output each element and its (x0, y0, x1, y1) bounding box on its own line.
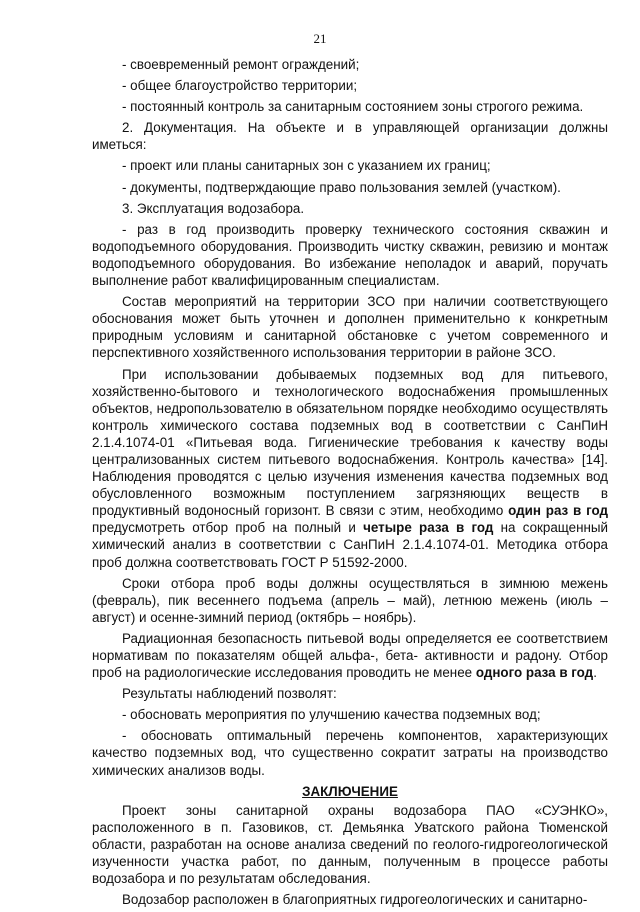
paragraph: - обосновать оптимальный перечень компонентов, характеризующих качество подземных вод, что существенно сократит затраты на производство химических анализов воды. (92, 728, 608, 778)
paragraph (92, 366, 608, 571)
paragraph: - проект или планы санитарных зон с указанием их границ; (122, 158, 491, 174)
page-number: 21 (313, 31, 327, 46)
section-heading: ЗАКЛЮЧЕНИЕ (302, 783, 398, 799)
text-run: . (593, 665, 597, 681)
paragraph: - обосновать мероприятия по улучшению качества подземных вод; (122, 707, 541, 723)
text-run: При использовании добываемых подземных вод для питьевого, хозяйственно-бытового и технологического водоснабжения промышленных объектов, недропользователю в обязательном порядке необходимо осуществлять контроль химического состава подземных вод в соответствии с СанПиН 2.1.4.1074-01 «Питьевая вода. Гигиенические требования к качеству воды централизованных систем питьевого водоснабжения. Контроль качества» [14]. Наблюдения проводятся с целью изучения изменения качества подземных вод обусловленного возможным поступлением загрязняющих веществ в продуктивный водоносный горизонт. В связи с этим, необходимо (92, 366, 608, 519)
text-run: Радиационная безопасность питьевой воды определяется ее соответствием нормативам по показателям общей альфа-, бета- активности и радону. Отбор проб на радиологические исследования проводить не менее (92, 630, 608, 681)
paragraph: 2. Документация. На объекте и в управляющей организации должны иметься: (92, 120, 608, 153)
paragraph: Сроки отбора проб воды должны осуществляться в зимнюю межень (февраль), пик весеннего подъема (апрель – май), летнюю межень (июль – август) и осенне-зимний период (октябрь – ноябрь). (92, 575, 608, 625)
paragraph: Водозабор расположен в благоприятных гидрогеологических и санитарно- (122, 892, 588, 908)
bold-text: одного раза в год (475, 665, 594, 681)
paragraph (92, 630, 608, 681)
bold-text: один раз в год (508, 503, 608, 519)
text-run: предусмотреть отбор проб на полный и (92, 520, 364, 536)
paragraph: - постоянный контроль за санитарным состоянием зоны строгого режима. (122, 99, 584, 115)
paragraph: Проект зоны санитарной охраны водозабора ПАО «СУЭНКО», расположенного в п. Газовиков, ст. Демьянка Уватского района Тюменской области, разработан на основе анализа сведений по геолого-гидрогеологической изученности участка работ, по данным, полученным в процессе работы водозабора и по результатам обследования. (92, 802, 608, 887)
paragraph: 3. Эксплуатация водозабора. (122, 200, 305, 216)
paragraph: - раз в год производить проверку технического состояния скважин и водоподъемного оборудования. Производить чистку скважин, ревизию и монтаж водоподъемного оборудования. Во избежание неполадок и аварий, поручать выполнение работ квалифицированным специалистам. (92, 221, 608, 289)
paragraph: - общее благоустройство территории; (122, 78, 358, 94)
paragraph: - документы, подтверждающие право пользования землей (участком). (122, 179, 561, 195)
text-run: на сокращенный химический анализ в соответствии с СанПиН 2.1.4.1074-01. Методика отбора проб должна соответствовать ГОСТ Р 51592-2000. (92, 520, 608, 570)
paragraph: - своевременный ремонт ограждений; (122, 57, 360, 72)
page-body (92, 56, 608, 912)
paragraph: Результаты наблюдений позволят: (122, 686, 337, 702)
bold-text: четыре раза в год (363, 520, 494, 536)
paragraph: Состав мероприятий на территории ЗСО при наличии соответствующего обоснования может быть уточнен и дополнен применительно к конкретным природным условиям и санитарной обстановке с учетом современного и перспективного хозяйственного использования территории в районе ЗСО. (92, 294, 608, 361)
